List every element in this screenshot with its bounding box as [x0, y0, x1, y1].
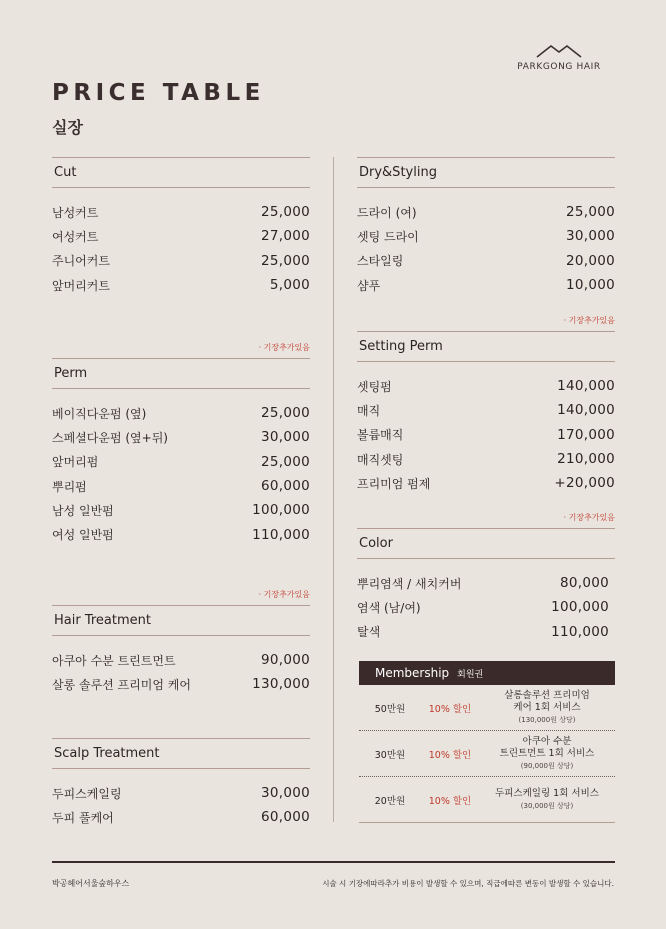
service-price: 20,000 — [565, 252, 615, 269]
section-hair-treatment — [52, 589, 310, 697]
price-row — [52, 249, 310, 273]
service-name: 스페셜다운펌 (옆+뒤) — [52, 430, 168, 445]
section-title: Setting Perm — [357, 331, 615, 362]
price-row — [52, 273, 310, 297]
price-list — [52, 648, 310, 697]
service-name: 매직 — [357, 403, 381, 418]
membership-benefit — [479, 788, 615, 812]
price-list — [52, 401, 310, 547]
price-row — [357, 471, 615, 495]
service-name: 탈색 — [357, 625, 381, 640]
membership-rows — [359, 685, 615, 823]
price-list — [357, 374, 615, 495]
service-price: 30,000 — [565, 228, 615, 245]
section-title: Scalp Treatment — [52, 738, 310, 769]
price-row — [357, 374, 615, 398]
section-title: Dry&Styling — [357, 157, 615, 188]
brand-logo — [504, 44, 614, 72]
membership-row — [359, 685, 615, 731]
service-price: 30,000 — [260, 429, 310, 446]
service-name: 볼륨매직 — [357, 428, 404, 443]
service-name: 앞머리펌 — [52, 455, 99, 470]
service-price: 100,000 — [551, 599, 609, 616]
price-row — [357, 398, 615, 422]
price-row — [52, 224, 310, 248]
price-row — [357, 249, 615, 273]
service-price: 5,000 — [269, 277, 310, 294]
membership-table — [359, 661, 615, 823]
service-name: 매직셋팅 — [357, 452, 404, 467]
service-price: 210,000 — [557, 451, 615, 468]
service-price: 25,000 — [260, 252, 310, 269]
service-name: 앞머리커트 — [52, 278, 110, 293]
length-surcharge-note: · 기장추가있음 — [563, 316, 615, 325]
section-title: Cut — [52, 157, 310, 188]
price-row — [52, 805, 310, 829]
price-row — [52, 401, 310, 425]
membership-benefit — [479, 736, 615, 772]
service-price: 140,000 — [557, 378, 615, 395]
service-price: 90,000 — [260, 652, 310, 669]
length-surcharge-note: · 기장추가있음 — [563, 513, 615, 522]
service-name: 남성커트 — [52, 205, 99, 220]
price-row — [52, 200, 310, 224]
membership-discount: 10% 할인 — [428, 703, 472, 715]
service-name: 남성 일반펌 — [52, 503, 114, 518]
price-row — [52, 498, 310, 522]
service-name: 여성 일반펌 — [52, 528, 114, 543]
length-surcharge-note: · 기장추가있음 — [258, 343, 310, 352]
section-scalp-treatment — [52, 738, 310, 830]
membership-amount: 50만원 — [374, 703, 406, 715]
service-name: 아쿠아 수분 트린트먼트 — [52, 653, 176, 668]
price-row — [52, 425, 310, 449]
price-list — [52, 200, 310, 297]
service-price: 25,000 — [260, 453, 310, 470]
membership-row — [359, 777, 615, 823]
membership-discount: 10% 할인 — [428, 749, 472, 761]
service-price: 30,000 — [260, 785, 310, 802]
service-price: 170,000 — [557, 426, 615, 443]
service-name: 주니어커트 — [52, 254, 110, 269]
benefit-line: 트린트먼트 1회 서비스 — [499, 747, 595, 759]
service-name: 뿌리펌 — [52, 479, 87, 494]
section-title: Perm — [52, 358, 310, 389]
price-row — [357, 273, 615, 297]
service-price: 27,000 — [260, 228, 310, 245]
service-name: 샴푸 — [357, 278, 381, 293]
page-title: PRICE TABLE — [52, 80, 265, 106]
price-row — [357, 200, 615, 224]
service-price: 10,000 — [565, 277, 615, 294]
membership-row — [359, 731, 615, 777]
service-name: 뿌리염색 / 새치커버 — [357, 576, 462, 591]
price-row — [52, 474, 310, 498]
price-row — [357, 595, 609, 619]
membership-title-kr: 회원권 — [457, 669, 484, 680]
section-perm — [52, 342, 310, 547]
service-price: 140,000 — [557, 402, 615, 419]
service-name: 셋팅 드라이 — [357, 229, 419, 244]
service-price: 110,000 — [551, 623, 609, 640]
footer-disclaimer: 시술 시 기장에따라추가 비용이 발생할 수 있으며, 직급에따른 변동이 발생할 수 있습니다. — [322, 879, 614, 888]
service-name: 셋팅펌 — [357, 379, 392, 394]
service-name: 드라이 (여) — [357, 205, 417, 220]
service-name: 여성커트 — [52, 229, 99, 244]
service-price: +20,000 — [554, 475, 615, 492]
service-price: 100,000 — [252, 502, 310, 519]
price-list — [357, 200, 615, 297]
service-price: 130,000 — [252, 676, 310, 693]
section-setting-perm — [357, 315, 615, 495]
section-title: Hair Treatment — [52, 605, 310, 636]
price-row — [52, 781, 310, 805]
footer-salon-name: 박공헤어서울숲하우스 — [52, 879, 130, 888]
membership-title: Membership — [375, 666, 450, 680]
benefit-line: 살롱솔루션 프리미엄 — [504, 689, 590, 701]
footer-divider — [52, 861, 615, 863]
service-name: 염색 (남/여) — [357, 600, 421, 615]
service-price: 25,000 — [565, 204, 615, 221]
service-price: 60,000 — [260, 478, 310, 495]
benefit-line: 케어 1회 서비스 — [513, 701, 581, 713]
service-price: 80,000 — [559, 575, 609, 592]
roof-chevron-icon — [536, 44, 582, 58]
service-price: 60,000 — [260, 809, 310, 826]
service-name: 스타일링 — [357, 254, 404, 269]
price-row — [357, 447, 615, 471]
benefit-value: (130,000원 상당) — [518, 715, 576, 724]
price-row — [52, 522, 310, 546]
benefit-value: (30,000원 상당) — [520, 801, 574, 810]
service-name: 프리미엄 펌제 — [357, 476, 431, 491]
price-row — [357, 571, 609, 595]
section-color — [357, 512, 615, 644]
service-price: 25,000 — [260, 405, 310, 422]
membership-benefit — [479, 690, 615, 726]
column-divider — [333, 157, 334, 822]
brand-name: PARKGONG HAIR — [517, 62, 601, 72]
length-surcharge-note: · 기장추가있음 — [258, 590, 310, 599]
page-subtitle: 실장 — [52, 118, 83, 137]
service-name: 두피 풀케어 — [52, 810, 114, 825]
service-price: 25,000 — [260, 204, 310, 221]
price-row — [357, 620, 609, 644]
price-row — [52, 450, 310, 474]
benefit-line: 두피스케일링 1회 서비스 — [495, 787, 599, 799]
price-row — [52, 648, 310, 672]
price-row — [357, 224, 615, 248]
price-list — [52, 781, 310, 830]
membership-amount: 20만원 — [374, 795, 406, 807]
price-row — [52, 672, 310, 696]
membership-amount: 30만원 — [374, 749, 406, 761]
section-dry-styling — [357, 157, 615, 297]
section-title: Color — [357, 528, 615, 559]
benefit-value: (90,000원 상당) — [520, 761, 574, 770]
price-list — [357, 571, 609, 644]
service-name: 살롱 솔루션 프리미엄 케어 — [52, 677, 191, 692]
membership-header — [359, 661, 615, 685]
benefit-line: 아쿠아 수분 — [522, 735, 572, 747]
service-name: 두피스케일링 — [52, 786, 122, 801]
service-price: 110,000 — [252, 526, 310, 543]
membership-discount: 10% 할인 — [428, 795, 472, 807]
price-row — [357, 423, 615, 447]
service-name: 베이직다운펌 (옆) — [52, 406, 147, 421]
section-cut — [52, 157, 310, 297]
